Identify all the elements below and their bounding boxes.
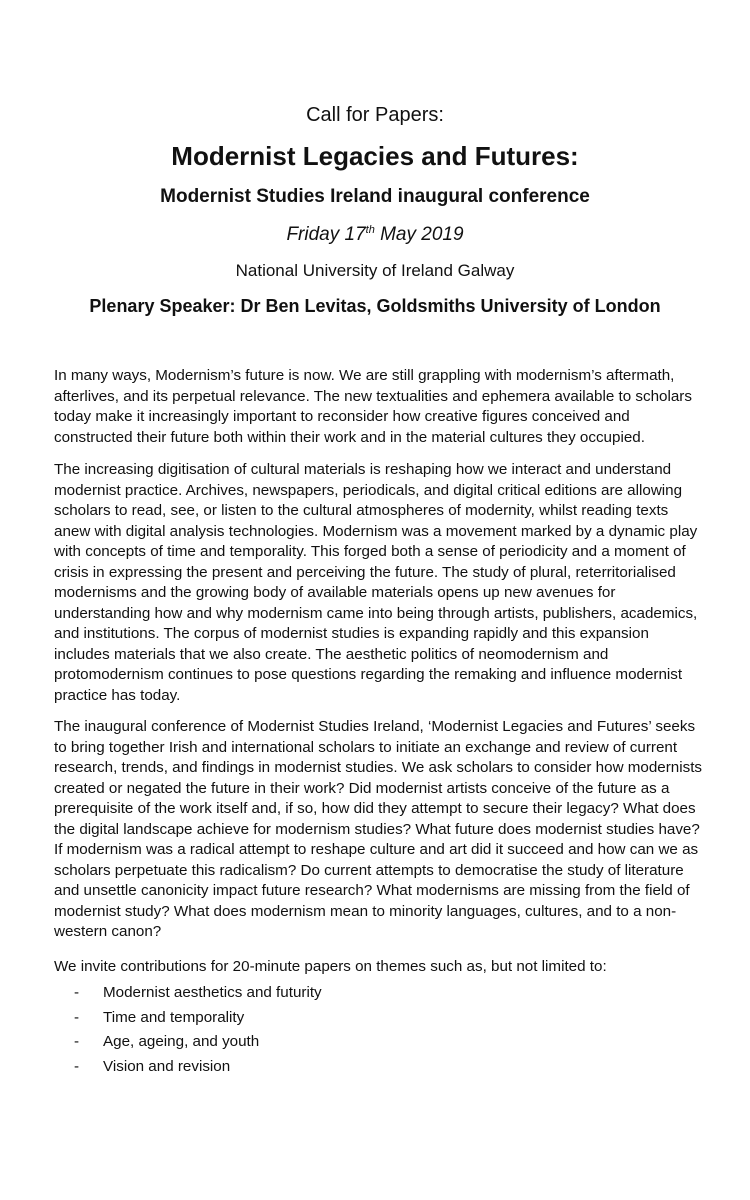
themes-list — [54, 983, 704, 1081]
list-marker: - — [74, 984, 80, 1001]
body-paragraph: In many ways, Modernism’s future is now. We are still grappling with modernism’s aftermath, afterlives, and its perpetual relevance. The new textualities and ephemera available to scholars today make it increasingly important to reconsider how creative figures conceived and constructed their future both within their work and in the material cultures they occupied. — [54, 367, 692, 446]
theme-text: Age, ageing, and youth — [103, 1033, 260, 1050]
conference-title: Modernist Legacies and Futures: — [171, 141, 579, 171]
call-for-papers-label: Call for Papers: — [306, 104, 444, 126]
plenary-speaker: Plenary Speaker: Dr Ben Levitas, Goldsmiths University of London — [89, 296, 661, 316]
theme-text: Time and temporality — [103, 1008, 245, 1026]
list-item — [54, 1008, 704, 1033]
conference-subtitle: Modernist Studies Ireland inaugural conference — [160, 186, 590, 207]
list-marker: - — [74, 1008, 80, 1026]
date-prefix: Friday 17 — [286, 224, 366, 245]
list-item — [54, 1032, 704, 1057]
body-paragraph: We invite contributions for 20-minute papers on themes such as, but not limited to: — [54, 958, 607, 975]
conference-venue: National University of Ireland Galway — [235, 261, 515, 280]
date-suffix: May 2019 — [374, 224, 464, 245]
theme-text: Modernist aesthetics and futurity — [103, 984, 322, 1001]
list-marker: - — [74, 1033, 80, 1050]
list-marker: - — [74, 1057, 80, 1075]
theme-text: Vision and revision — [103, 1057, 231, 1075]
date-ordinal: th — [365, 224, 375, 236]
body-paragraph: The increasing digitisation of cultural materials is reshaping how we interact and understand modernist practice. Archives, newspapers, periodicals, and digital critical editions are allowing scholars to read, see, or listen to the cultural atmospheres of modernity, whilst reading texts anew with digital analysis technologies. Modernism was a movement marked by a dynamic play with concepts of time and temporality. This forged both a sense of periodicity and a moment of crisis in expressing the present and perceiving the future. The study of plural, reterritorialised modernisms and the growing body of available materials opens up new avenues for understanding how and why modernism came into being through artists, publishers, academics, and institutions. The corpus of modernist studies is expanding rapidly and this expansion includes materials that we also create. The aesthetic politics of neomodernism and protomodernism continues to pose questions regarding the remaking and influence modernist practice has today. — [54, 461, 698, 704]
body-paragraph: The inaugural conference of Modernist Studies Ireland, ‘Modernist Legacies and Futures’ seeks to bring together Irish and international scholars to initiate an exchange and review of current research, trends, and findings in modernist studies. We ask scholars to consider how modernists created or negated the future in their work? Did modernist artists conceive of the future as a prerequisite of the work itself and, if so, how did they attempt to secure their legacy? What does the digital landscape achieve for modernism studies? What future does modernist studies have? If modernism was a radical attempt to reshape culture and art did it succeed and how can we as scholars perpetuate this radicalism? Do current attempts to democratise the study of literature and unsettle canonicity impact future research? What modernisms are missing from the field of modernist study? What does modernism mean to minority languages, cultures, and to a non-western canon? — [54, 718, 703, 940]
list-item — [54, 1057, 704, 1082]
conference-date — [0, 224, 750, 246]
list-item — [54, 983, 704, 1008]
